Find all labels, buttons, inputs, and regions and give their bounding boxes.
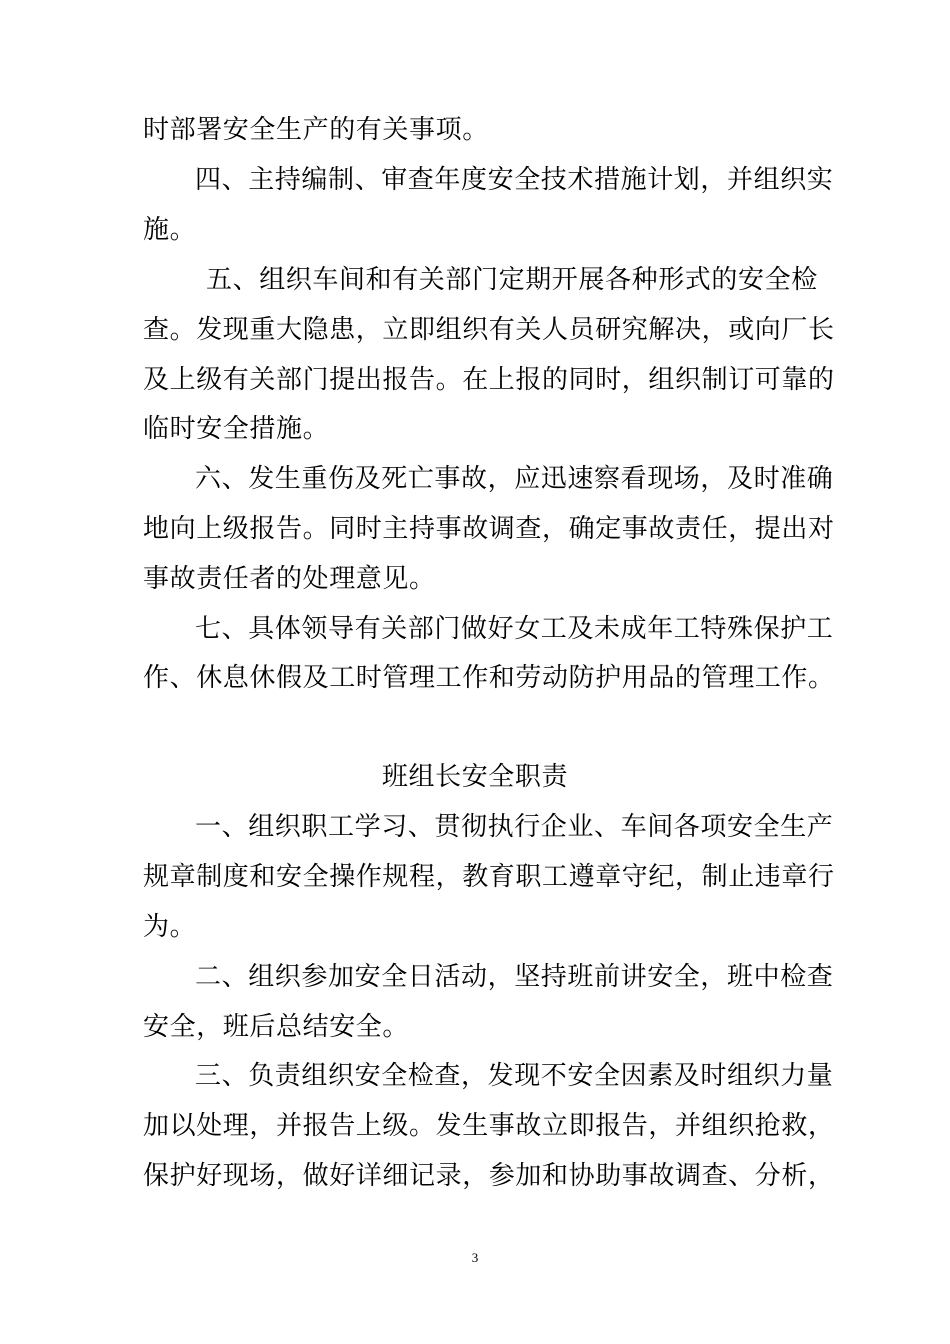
paragraph-seven: 七、具体领导有关部门做好女工及未成年工特殊保护工 xyxy=(195,614,834,644)
page-number: 3 xyxy=(471,1250,479,1265)
text-line: 时部署安全生产的有关事项。 xyxy=(143,115,489,145)
text-line: 规章制度和安全操作规程，教育职工遵章守纪，制止违章行 xyxy=(143,862,835,892)
text-line: 临时安全措施。 xyxy=(143,414,330,444)
paragraph-five: 五、组织车间和有关部门定期开展各种形式的安全检 xyxy=(206,265,818,295)
paragraph-two: 二、组织参加安全日活动，坚持班前讲安全，班中检查 xyxy=(195,962,834,992)
text-line: 施。 xyxy=(143,215,197,245)
text-line: 地向上级报告。同时主持事故调查，确定事故责任，提出对 xyxy=(143,514,835,544)
text-line: 查。发现重大隐患，立即组织有关人员研究解决，或向厂长 xyxy=(143,315,835,345)
text-line: 为。 xyxy=(143,912,197,942)
paragraph-three: 三、负责组织安全检查，发现不安全因素及时组织力量 xyxy=(195,1061,834,1091)
paragraph-four: 四、主持编制、审查年度安全技术措施计划，并组织实 xyxy=(195,165,834,195)
text-line: 作、休息休假及工时管理工作和劳动防护用品的管理工作。 xyxy=(143,663,835,693)
text-line: 事故责任者的处理意见。 xyxy=(143,564,436,594)
text-line: 安全，班后总结安全。 xyxy=(143,1012,410,1042)
text-line: 保护好现场，做好详细记录，参加和协助事故调查、分析， xyxy=(143,1161,835,1191)
paragraph-six: 六、发生重伤及死亡事故，应迅速察看现场，及时准确 xyxy=(195,464,834,494)
paragraph-one: 一、组织职工学习、贯彻执行企业、车间各项安全生产 xyxy=(195,812,834,842)
text-line: 及上级有关部门提出报告。在上报的同时，组织制订可靠的 xyxy=(143,365,835,395)
text-line: 加以处理，并报告上级。发生事故立即报告，并组织抢救， xyxy=(143,1111,835,1141)
section-title: 班组长安全职责 xyxy=(381,762,569,792)
